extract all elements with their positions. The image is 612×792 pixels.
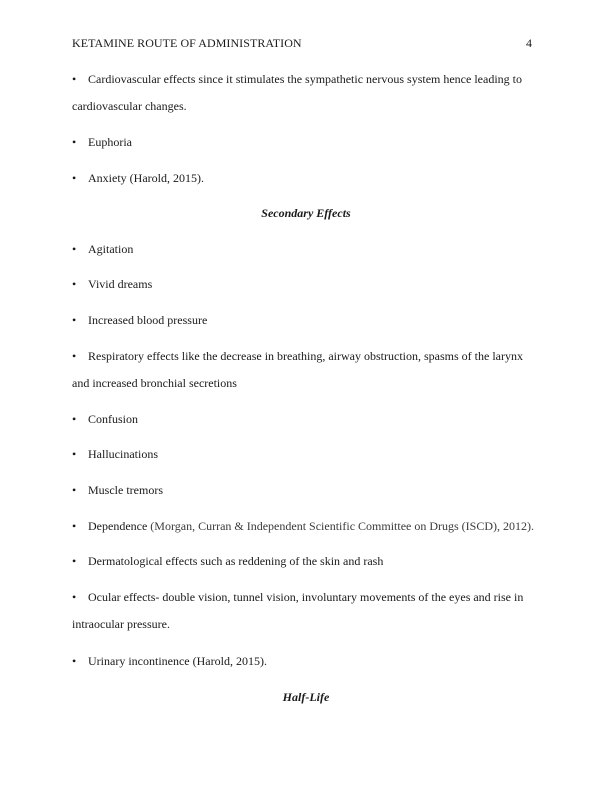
list-item-continuation: intraocular pressure. [72,617,170,631]
list-item-continuation: and increased bronchial secretions [72,376,237,390]
bullet-icon: • [72,349,77,363]
citation: (Morgan, Curran & Independent Scientific Committee on Drugs (ISCD), 2012). [150,519,535,533]
section-heading-secondary-effects: Secondary Effects [261,206,351,220]
list-item-text [88,519,534,534]
list-item-label: Dependence [88,519,151,533]
list-item-text: Cardiovascular effects since it stimulates the sympathetic nervous system hence leading to [88,72,522,86]
bullet-icon: • [72,412,77,426]
bullet-icon: • [72,590,77,604]
running-head: KETAMINE ROUTE OF ADMINISTRATION [72,36,302,50]
bullet-icon: • [72,313,77,327]
list-item-continuation: cardiovascular changes. [72,99,187,113]
bullet-icon: • [72,72,77,86]
bullet-icon: • [72,654,77,668]
list-item-text: Hallucinations [88,447,158,461]
bullet-icon: • [72,483,77,497]
list-item-text: Ocular effects- double vision, tunnel vision, involuntary movements of the eyes and rise in [88,590,524,604]
list-item-text: Increased blood pressure [88,313,208,327]
list-item-text: Urinary incontinence (Harold, 2015). [88,654,267,668]
bullet-icon: • [72,242,77,256]
list-item-text: Agitation [88,242,134,256]
list-item-text: Respiratory effects like the decrease in breathing, airway obstruction, spasms of the larynx [88,349,523,363]
section-heading-half-life: Half-Life [282,690,330,704]
bullet-icon: • [72,519,77,533]
bullet-icon: • [72,554,77,568]
list-item-text: Euphoria [88,135,132,149]
bullet-icon: • [72,135,77,149]
list-item-text: Muscle tremors [88,483,163,497]
bullet-icon: • [72,447,77,461]
page-header [72,36,532,52]
page-number: 4 [526,36,532,50]
list-item-text: Confusion [88,412,139,426]
bullet-icon: • [72,277,77,291]
list-item-text: Vivid dreams [88,277,153,291]
list-item-text: Anxiety (Harold, 2015). [88,171,204,185]
list-item-text: Dermatological effects such as reddening of the skin and rash [88,554,384,568]
bullet-icon: • [72,171,77,185]
